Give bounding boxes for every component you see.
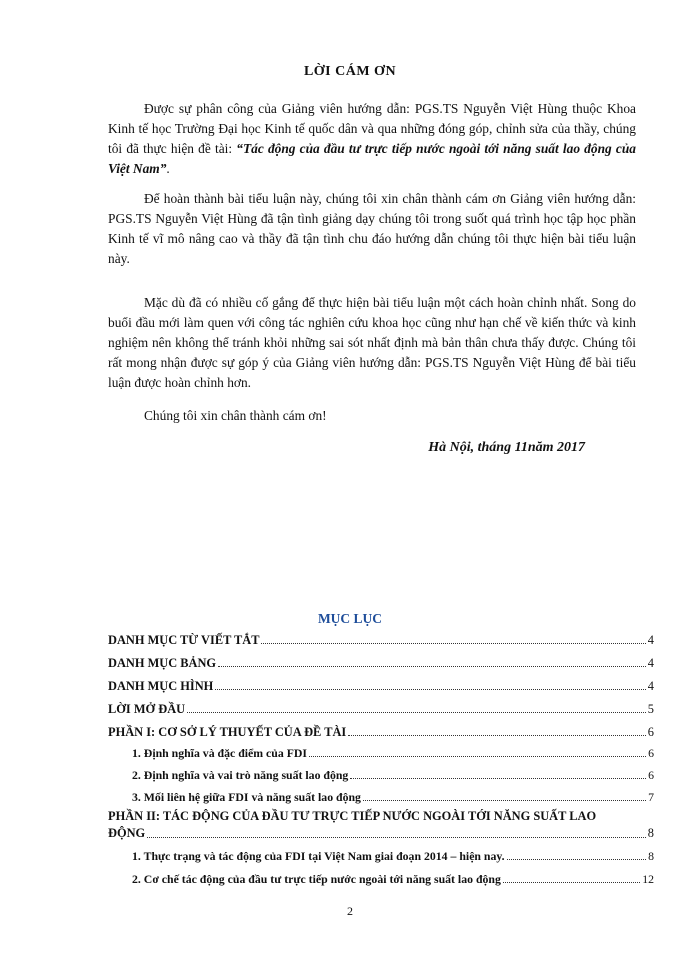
toc-entry-text: 2. Cơ chế tác động của đầu tư trực tiếp nước ngoài tới năng suất lao động <box>132 872 501 886</box>
toc-entry-text: LỜI MỞ ĐẦU <box>108 702 186 716</box>
acknowledgment-paragraph-3: Mặc dù đã có nhiều cố gắng để thực hiện bài tiểu luận một cách hoàn chỉnh nhất. Song do buổi đầu mới làm quen với công tác nghiên cứu khoa học cũng như hạn chế về kiến thức và kinh nghiệm nên không thể tránh khỏi những sai sót nhất định mà bản thân chưa thấy được. Chúng tôi rất mong nhận được sự góp ý của Giảng viên hướng dẫn: PGS.TS Nguyễn Việt Hùng để bài tiểu luận được hoàn chỉnh hơn. <box>108 295 636 390</box>
toc-page-number: 6 <box>647 725 654 739</box>
toc-entry-text: 1. Thực trạng và tác động của FDI tại Việt Nam giai đoạn 2014 – hiện nay. <box>132 849 505 863</box>
toc-leader <box>215 689 645 690</box>
acknowledgment-paragraph-1 <box>108 99 636 179</box>
toc-leader <box>350 778 646 779</box>
toc-entry-text: 1. Định nghĩa và đặc điểm của FDI <box>132 746 308 760</box>
toc-title: MỤC LỤC <box>317 611 383 626</box>
toc-entry-text: DANH MỤC HÌNH <box>108 679 214 693</box>
toc-entry-text-line-1: PHẦN II: TÁC ĐỘNG CỦA ĐẦU TƯ TRỰC TIẾP NƯỚC NGOÀI TỚI NĂNG SUẤT LAO <box>108 809 597 823</box>
toc-page-number: 8 <box>648 849 654 863</box>
toc-entry-text: DANH MỤC BẢNG <box>108 656 217 670</box>
toc-leader <box>363 800 646 801</box>
toc-entry-text-line-2: ĐỘNG <box>108 826 146 840</box>
paragraph-1-text: Được sự phân công của Giảng viên hướng dẫn: PGS.TS Nguyễn Việt Hùng thuộc Khoa Kinh tế học Trường Đại học Kinh tế quốc dân và qua những đóng góp, chỉnh sửa của thầy, chúng tôi đã thực hiện đề tài: <box>108 101 636 156</box>
topic-title: “Tác động của đầu tư trực tiếp nước ngoài tới năng suất lao động của Việt Nam” <box>108 141 636 176</box>
toc-entry-part-1[interactable] <box>108 722 654 740</box>
page-number: 2 <box>347 904 353 918</box>
toc-leader <box>507 859 647 860</box>
toc-leader <box>503 882 640 883</box>
toc-page-number: 8 <box>647 826 654 840</box>
toc-page-number: 6 <box>648 746 654 760</box>
toc-page-number: 4 <box>647 656 654 670</box>
toc-page-number: 4 <box>647 679 654 693</box>
acknowledgment-paragraph-2: Để hoàn thành bài tiểu luận này, chúng tôi xin chân thành cám ơn Giảng viên hướng dẫn: PGS.TS Nguyễn Việt Hùng đã tận tình giảng dạy chúng tôi trong suốt quá trình học tập học phần Kinh tế vĩ mô nâng cao và thầy đã tận tình chu đáo hướng dẫn chúng tôi thực hiện bài tiểu luận này. <box>108 191 636 266</box>
signature-place-date: Hà Nội, tháng 11năm 2017 <box>428 440 585 455</box>
toc-page-number: 5 <box>647 702 654 716</box>
toc-entry-tables[interactable] <box>108 653 654 671</box>
acknowledgment-paragraph-4: Chúng tôi xin chân thành cám ơn! <box>144 408 327 423</box>
toc-page-number: 12 <box>642 872 654 886</box>
toc-entry-2-2[interactable] <box>108 869 654 887</box>
toc-entry-text: 2. Định nghĩa và vai trò năng suất lao động <box>132 768 349 782</box>
toc-leader <box>187 712 646 713</box>
toc-leader <box>348 735 646 736</box>
acknowledgment-title: LỜI CÁM ƠN <box>303 64 397 79</box>
toc-entry-text: DANH MỤC TỪ VIẾT TẮT <box>108 633 260 647</box>
toc-entry-2-1[interactable] <box>108 846 654 864</box>
paragraph-1-end: . <box>166 161 170 176</box>
toc-entry-introduction[interactable] <box>108 699 654 717</box>
toc-entry-1-2[interactable] <box>108 765 654 783</box>
toc-entry-text: PHẦN I: CƠ SỞ LÝ THUYẾT CỦA ĐỀ TÀI <box>108 725 347 739</box>
toc-leader <box>147 837 646 838</box>
toc-entry-1-1[interactable] <box>108 743 654 761</box>
toc-entry-part-2[interactable] <box>108 808 654 842</box>
toc-leader <box>309 756 646 757</box>
toc-entry-text: 3. Mối liên hệ giữa FDI và năng suất lao động <box>132 790 361 804</box>
toc-page-number: 7 <box>648 790 654 804</box>
toc-page-number: 4 <box>647 633 654 647</box>
toc-leader <box>261 643 645 644</box>
toc-page-number: 6 <box>648 768 654 782</box>
toc-entry-figures[interactable] <box>108 676 654 694</box>
toc-leader <box>218 666 646 667</box>
toc-entry-abbreviations[interactable] <box>108 630 654 648</box>
toc-entry-1-3[interactable] <box>108 787 654 805</box>
